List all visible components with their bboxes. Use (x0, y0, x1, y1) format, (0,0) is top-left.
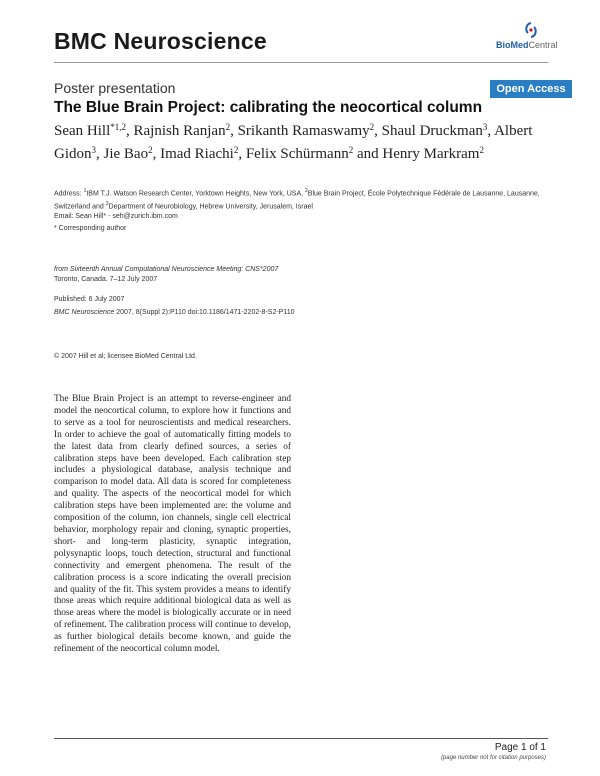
affiliation-mark: 2 (305, 188, 308, 194)
article-title: The Blue Brain Project: calibrating the neocortical column (54, 99, 483, 116)
author-affiliation-mark: 3 (482, 122, 488, 132)
abstract-body: The Blue Brain Project is an attempt to reverse-engineer and model the neocortical column, to explore how it functions and to serve as a tool for neuroscientists and medical researchers. In order to achieve the goal of automatically fitting models to the latest data from clearly defined sources, a series of calibration steps have been developed. Each calibration step includes a physiological database, analysis technique and comparison to model data. All data is scored for completeness and quality. The aspects of the neocortical model for which calibration steps have been implemented are: the volume and composition of the column, ion channels, single cell electrical behavior, morphology repair and cloning, synaptic properties, short- and long-term plasticity, synaptic integration, polysynaptic loops, touch detection, structural and functional connectivity and emergent phenomena. The result of the calibration process is a score indicating the overall precision and quality of the fit. This system provides a means to identify those areas which require additional biological data as well as those areas where the model is biologically accurate or in need of refinement. The calibration process will continue to develop, as further biological details become known, and guide the refinement of the neocortical column model. (54, 394, 291, 655)
author-affiliation-mark: 2 (348, 145, 354, 155)
email-line: Email: Sean Hill* - seh@zurich.ibm.com (54, 213, 178, 220)
meeting-location: Toronto, Canada. 7–12 July 2007 (54, 276, 158, 283)
citation-details: 2007, 8(Suppl 2):P110 doi:10.1186/1471-2202-8-S2-P110 (114, 309, 295, 316)
affiliation-text: Blue Brain Project, École Polytechnique Fédérale de Lausanne, Lausanne, Switzerland and (54, 190, 540, 211)
author-name: Albert Gidon (54, 123, 533, 162)
author-name: Jie Bao (103, 146, 149, 162)
author-separator: , (230, 123, 238, 139)
author-affiliation-mark: 2 (233, 145, 239, 155)
publisher-name: BioMedCentral (496, 40, 558, 50)
published-date: Published: 6 July 2007 (54, 296, 125, 303)
page-number: Page 1 of 1 (494, 742, 546, 753)
author-list (54, 118, 554, 164)
author-name: Imad Riachi (160, 146, 234, 162)
page-number-note: (page number not for citation purposes) (440, 755, 546, 761)
affiliation-mark: 3 (105, 201, 109, 208)
author-separator: , (96, 146, 104, 162)
citation-line (54, 308, 544, 318)
open-access-badge: Open Access (490, 80, 572, 98)
author-affiliation-mark: 2 (225, 122, 231, 132)
affiliation-text: Department of Neurobiology, Hebrew University, Jerusalem, Israel (108, 203, 313, 211)
author-name: Srikanth Ramaswamy (237, 123, 370, 139)
address-label: Address: (54, 190, 84, 198)
citation-journal: BMC Neuroscience (54, 309, 115, 316)
author-affiliation-mark: 2 (479, 145, 484, 155)
author-name: Shaul Druckman (381, 123, 483, 139)
author-name: Rajnish Ranjan (133, 123, 226, 139)
author-name: Henry Markram (382, 146, 480, 162)
author-affiliation-mark: 2 (369, 122, 375, 132)
author-separator: and (353, 146, 383, 162)
article-type: Poster presentation (54, 80, 176, 96)
author-affiliation-mark: 3 (91, 145, 96, 155)
footer-divider (54, 738, 548, 739)
publisher-logo (496, 22, 556, 54)
author-affiliation-mark: 2 (148, 145, 153, 155)
journal-name: BMC Neuroscience (54, 28, 267, 54)
author-affiliation-mark: *1,2 (110, 122, 126, 132)
author-name: Felix Schürmann (245, 146, 349, 162)
header-divider (54, 62, 548, 63)
author-separator: , (374, 123, 382, 139)
meeting-name: from Sixteenth Annual Computational Neuroscience Meeting: CNS*2007 (54, 266, 279, 273)
affiliation-mark: 1 (83, 188, 87, 194)
author-separator: , (126, 123, 134, 139)
affiliation-text: IBM T.J. Watson Research Center, Yorktown Heights, New York, USA, (86, 190, 306, 198)
corresponding-note: * Corresponding author (54, 225, 127, 232)
author-separator: , (487, 123, 495, 139)
author-separator: , (152, 146, 161, 162)
meeting-info (54, 265, 544, 285)
copyright-line: © 2007 Hill et al; licensee BioMed Central Ltd. (54, 353, 197, 360)
author-name: Sean Hill (54, 123, 111, 139)
author-separator: , (238, 146, 246, 162)
biomed-swirl-icon (524, 22, 538, 38)
affiliations (54, 186, 544, 213)
